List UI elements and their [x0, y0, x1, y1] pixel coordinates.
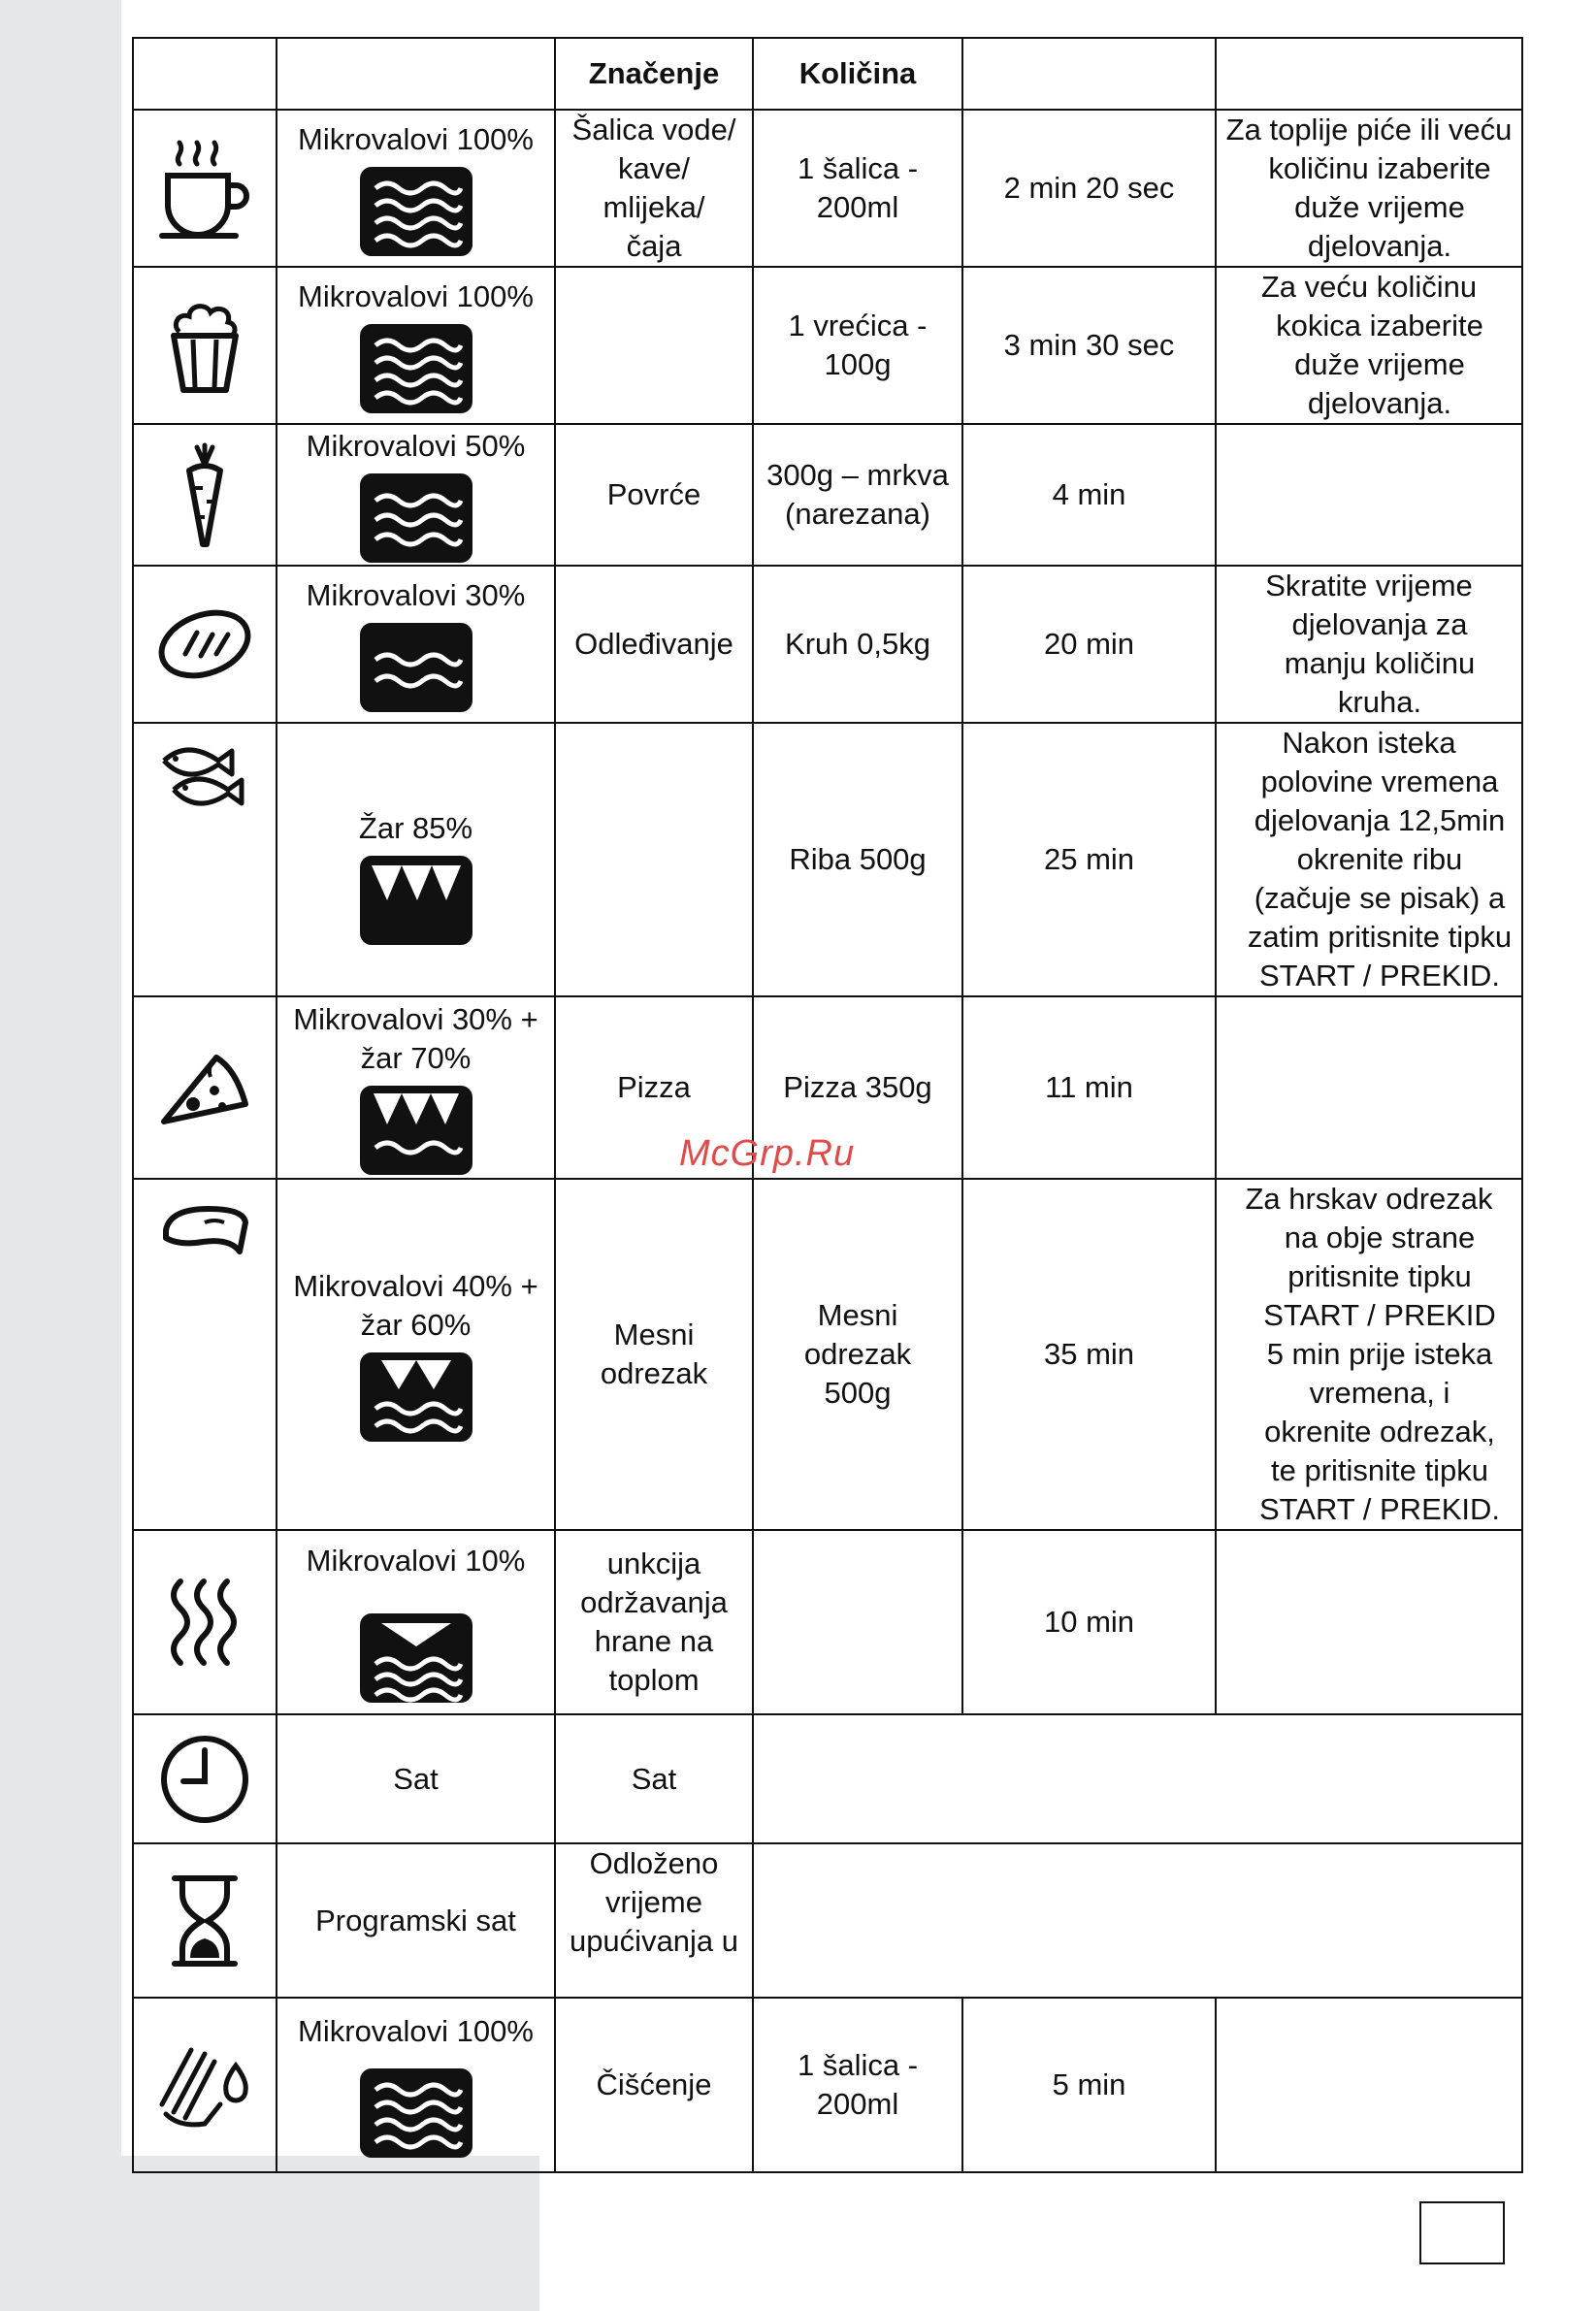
meaning-line: održavanja	[580, 1585, 728, 1619]
food-icon-cell	[133, 1530, 277, 1714]
meaning-line: unkcija	[606, 1546, 701, 1580]
meaning-line: čaja	[626, 229, 682, 263]
note-line: kruha.	[1337, 685, 1422, 719]
microwave-waves-4-icon	[360, 2068, 472, 2158]
quantity-cell	[753, 1530, 962, 1714]
meaning-line: Šalica vode/	[571, 113, 736, 146]
microwave-waves-4-icon	[360, 167, 472, 256]
steam-icon	[163, 1576, 246, 1669]
table-header-row	[133, 38, 1522, 110]
clock-icon	[158, 1733, 251, 1826]
note-line: duže vrijeme	[1294, 190, 1465, 224]
quantity-line: 300g – mrkva	[766, 458, 949, 492]
meaning-cell: Pizza	[555, 996, 753, 1179]
note-cell	[1216, 424, 1522, 566]
note-line: vremena, i	[1309, 1376, 1450, 1410]
time-cell: 35 min	[962, 1179, 1216, 1530]
popcorn-icon	[166, 297, 244, 394]
note-line: START / PREKID	[1263, 1298, 1496, 1332]
mode-cell	[277, 110, 555, 267]
quantity-line: 200ml	[816, 190, 899, 224]
note-line: zatim pritisnite tipku	[1247, 920, 1513, 954]
table-row	[133, 110, 1522, 267]
note-line: Za toplije piće ili veću	[1225, 113, 1513, 146]
quantity-line: 1 vrećica -	[788, 309, 928, 342]
keep-warm-icon	[360, 1613, 472, 1703]
fish-icon	[158, 743, 251, 811]
steak-icon	[158, 1203, 251, 1257]
mode-cell: Sat	[277, 1714, 555, 1843]
note-cell	[1216, 723, 1522, 996]
quantity-cell: Riba 500g	[753, 723, 962, 996]
note-line: djelovanja.	[1307, 386, 1452, 420]
mode-cell	[277, 723, 555, 996]
note-line: Nakon isteka	[1282, 726, 1456, 760]
note-line: okrenite odrezak,	[1264, 1415, 1495, 1448]
meaning-line: hrane na	[594, 1624, 714, 1658]
quantity-line: 500g	[824, 1376, 892, 1410]
mode-cell	[277, 1530, 555, 1714]
note-line: djelovanja 12,5min	[1254, 803, 1506, 837]
note-cell	[1216, 1998, 1522, 2172]
food-icon-cell	[133, 267, 277, 424]
note-line: na obje strane	[1284, 1221, 1476, 1254]
food-icon-cell	[133, 1179, 277, 1530]
mode-label: Mikrovalovi 10%	[306, 1544, 526, 1578]
mode-cell	[277, 1998, 555, 2172]
mode-cell	[277, 424, 555, 566]
note-line: 5 min prije isteka	[1266, 1337, 1493, 1371]
time-cell: 5 min	[962, 1998, 1216, 2172]
food-icon-cell	[133, 996, 277, 1179]
header-time	[962, 38, 1216, 110]
note-line: (začuje se pisak) a	[1254, 881, 1506, 915]
table-row	[133, 723, 1522, 996]
meaning-cell: Odleđivanje	[555, 566, 753, 723]
table-row	[133, 566, 1522, 723]
mode-label: Mikrovalovi 40% +	[293, 1269, 538, 1303]
quantity-cell	[753, 1179, 962, 1530]
mode-cell	[277, 566, 555, 723]
meaning-line: upućivanja u	[569, 1924, 739, 1958]
food-icon-cell	[133, 566, 277, 723]
mode-label: Mikrovalovi 30% +	[293, 1002, 538, 1036]
note-cell	[1216, 110, 1522, 267]
quantity-line: 200ml	[816, 2087, 899, 2121]
note-line: manju količinu	[1284, 646, 1476, 680]
quantity-line: 1 šalica -	[797, 2048, 919, 2082]
meaning-cell	[555, 1843, 753, 1998]
note-line: pritisnite tipku	[1287, 1259, 1472, 1293]
bread-icon	[156, 605, 253, 683]
note-cell	[1216, 267, 1522, 424]
meaning-line: toplom	[608, 1663, 700, 1697]
meaning-line: Mesni	[613, 1318, 695, 1351]
time-cell: 10 min	[962, 1530, 1216, 1714]
grill-microwave-combo-2-icon	[360, 1352, 472, 1442]
mode-label: Mikrovalovi 100%	[298, 122, 534, 156]
meaning-cell	[555, 723, 753, 996]
note-line: START / PREKID.	[1258, 959, 1501, 993]
quantity-line: 100g	[824, 347, 892, 381]
header-quantity: Količina	[753, 38, 962, 110]
quantity-line: 1 šalica -	[797, 151, 919, 185]
merged-empty-cell	[753, 1714, 1522, 1843]
food-icon-cell	[133, 1714, 277, 1843]
quantity-cell	[753, 267, 962, 424]
coffee-cup-icon	[158, 135, 251, 242]
microwave-waves-4-icon	[360, 324, 472, 413]
meaning-line: mlijeka/	[603, 190, 705, 224]
hourglass-icon	[169, 1872, 241, 1969]
food-icon-cell	[133, 1998, 277, 2172]
grill-icon	[360, 856, 472, 945]
meaning-cell: Sat	[555, 1714, 753, 1843]
quantity-line: odrezak	[803, 1337, 912, 1371]
meaning-line: odrezak	[600, 1356, 708, 1390]
note-line: Za veću količinu	[1260, 270, 1478, 304]
food-icon-cell	[133, 723, 277, 996]
quantity-line: Mesni	[817, 1298, 898, 1332]
time-cell: 25 min	[962, 723, 1216, 996]
mode-cell	[277, 996, 555, 1179]
note-line: START / PREKID.	[1258, 1492, 1501, 1526]
watermark-text: McGrp.Ru	[679, 1133, 856, 1174]
microwave-program-table	[132, 37, 1523, 2173]
note-line: Za hrskav odrezak	[1245, 1182, 1493, 1216]
mode-cell	[277, 1179, 555, 1530]
note-line: duže vrijeme	[1294, 347, 1465, 381]
meaning-line: kave/	[617, 151, 691, 185]
food-icon-cell	[133, 1843, 277, 1998]
table-row	[133, 424, 1522, 566]
mode-label: Mikrovalovi 100%	[298, 279, 534, 313]
table-row	[133, 1998, 1522, 2172]
time-cell: 20 min	[962, 566, 1216, 723]
header-note	[1216, 38, 1522, 110]
table-row	[133, 267, 1522, 424]
page-number-box	[1419, 2201, 1505, 2264]
note-line: djelovanja.	[1307, 229, 1452, 263]
pizza-slice-icon	[156, 1046, 253, 1129]
table-row	[133, 1843, 1522, 1998]
meaning-cell	[555, 110, 753, 267]
meaning-cell	[555, 1179, 753, 1530]
mode-label: Žar 85%	[358, 811, 473, 845]
note-cell	[1216, 996, 1522, 1179]
note-line: količinu izaberite	[1268, 151, 1491, 185]
time-cell: 11 min	[962, 996, 1216, 1179]
note-line: okrenite ribu	[1296, 842, 1463, 876]
mode-label: Mikrovalovi 30%	[306, 578, 526, 612]
quantity-cell	[753, 1998, 962, 2172]
quantity-cell: Kruh 0,5kg	[753, 566, 962, 723]
mode-cell	[277, 267, 555, 424]
meaning-cell	[555, 1530, 753, 1714]
note-cell	[1216, 1179, 1522, 1530]
table-row	[133, 1179, 1522, 1530]
time-cell: 3 min 30 sec	[962, 267, 1216, 424]
quantity-cell	[753, 110, 962, 267]
microwave-waves-3-icon	[360, 473, 472, 563]
meaning-line: vrijeme	[605, 1885, 702, 1919]
merged-empty-cell	[753, 1843, 1522, 1998]
note-line: djelovanja za	[1291, 607, 1468, 641]
food-icon-cell	[133, 424, 277, 566]
header-mode	[277, 38, 555, 110]
quantity-cell: Pizza 350g	[753, 996, 962, 1179]
mode-label: Mikrovalovi 50%	[306, 429, 526, 463]
note-line: te pritisnite tipku	[1271, 1453, 1488, 1487]
mode-label: Mikrovalovi 100%	[298, 2014, 534, 2048]
mode-cell: Programski sat	[277, 1843, 555, 1998]
food-icon-cell	[133, 110, 277, 267]
time-cell: 2 min 20 sec	[962, 110, 1216, 267]
time-cell: 4 min	[962, 424, 1216, 566]
carrot-icon	[178, 441, 232, 548]
mode-label-2: žar 60%	[360, 1308, 472, 1342]
note-line: kokica izaberite	[1276, 309, 1483, 342]
header-icon	[133, 38, 277, 110]
note-line: polovine vremena	[1260, 765, 1499, 798]
microwave-waves-2-icon	[360, 623, 472, 712]
mode-label-2: žar 70%	[360, 1041, 472, 1075]
table-row	[133, 1714, 1522, 1843]
table-row	[133, 1530, 1522, 1714]
quantity-line: (narezana)	[785, 497, 930, 531]
meaning-line: Odloženo	[589, 1846, 719, 1880]
meaning-cell: Povrće	[555, 424, 753, 566]
meaning-cell: Čišćenje	[555, 1998, 753, 2172]
quantity-cell	[753, 424, 962, 566]
header-meaning: Značenje	[555, 38, 753, 110]
grill-microwave-combo-icon	[360, 1086, 472, 1175]
meaning-cell	[555, 267, 753, 424]
note-cell	[1216, 566, 1522, 723]
note-cell	[1216, 1530, 1522, 1714]
note-line: Skratite vrijeme	[1265, 569, 1473, 602]
cleaning-hand-icon	[156, 2036, 253, 2133]
